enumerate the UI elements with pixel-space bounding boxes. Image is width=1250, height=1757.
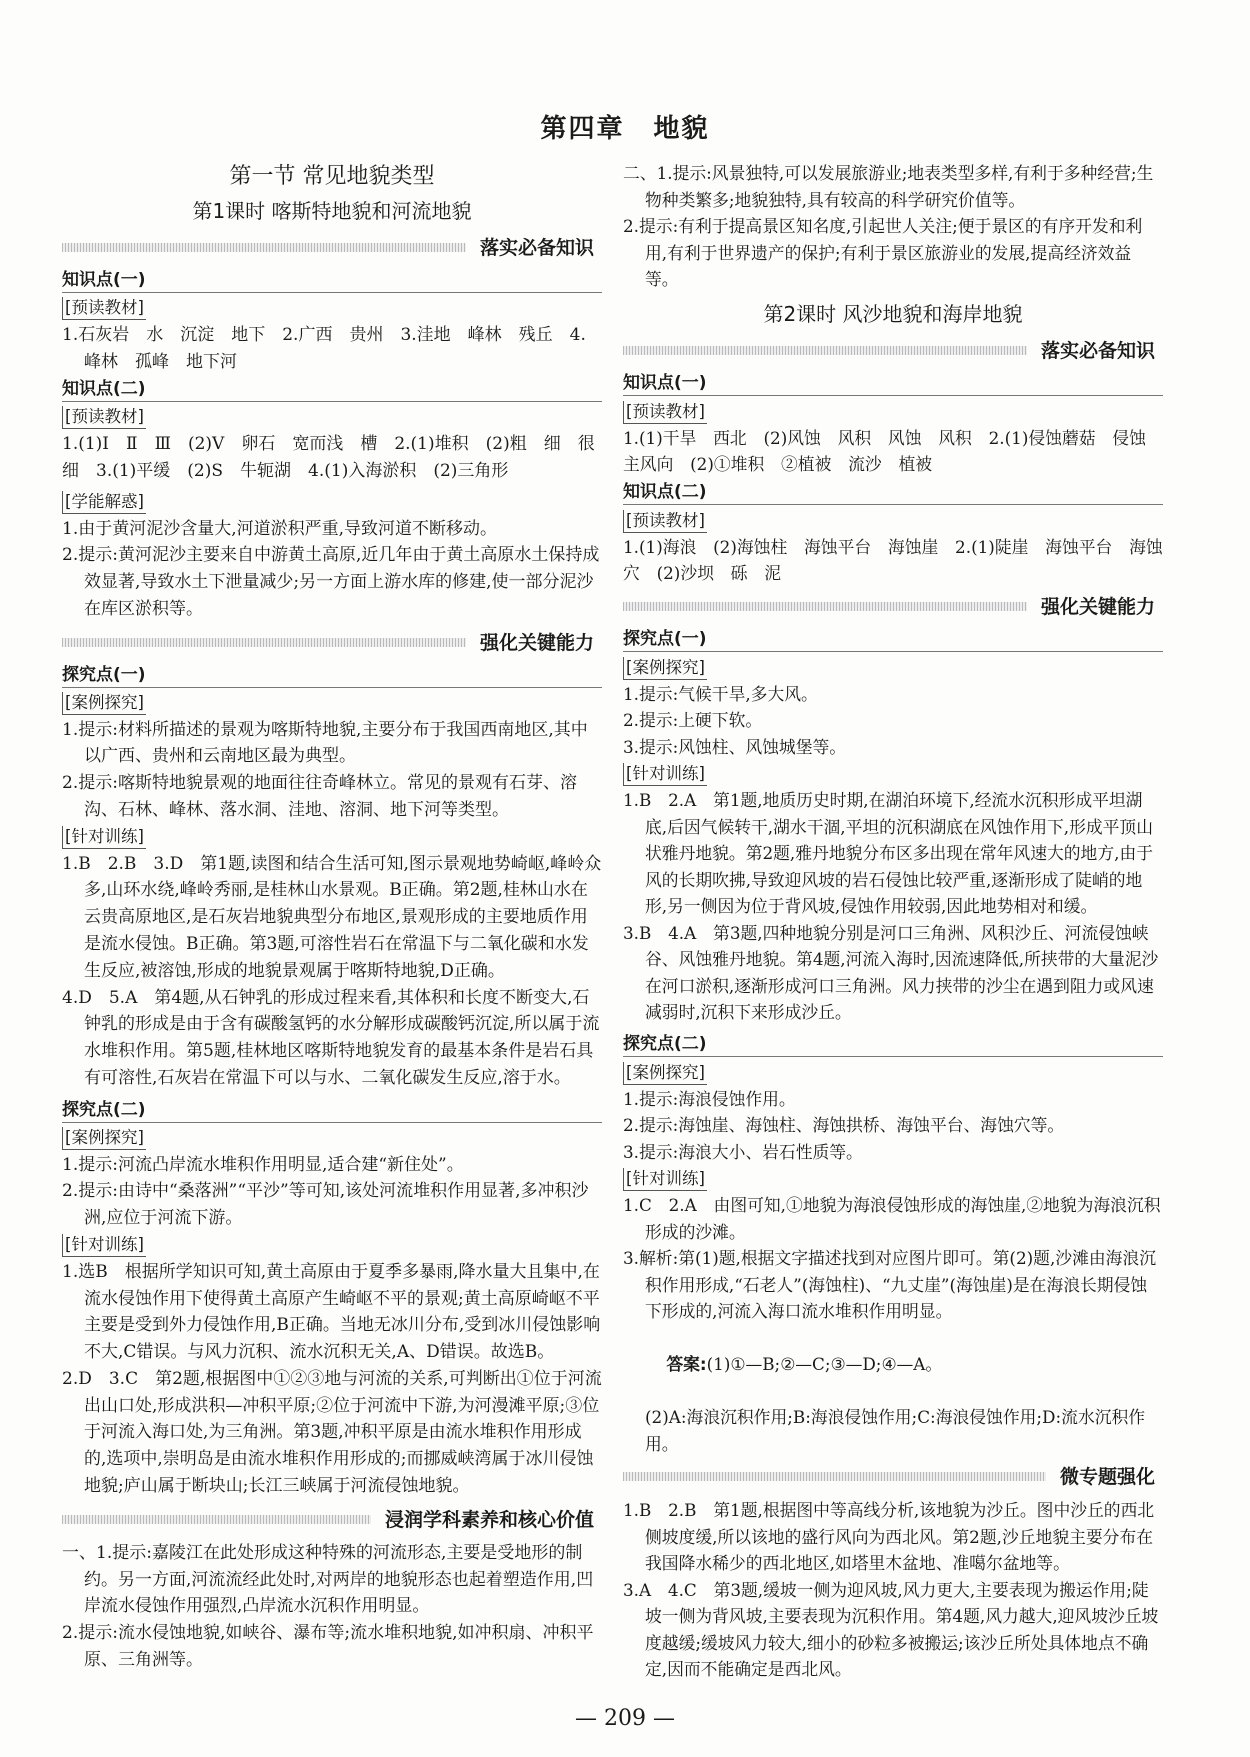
- knowledge-point-1: 知识点(一): [623, 371, 1163, 396]
- answer-label: 答案:: [666, 1354, 707, 1374]
- kp2-preread-answers: 1.(1)Ⅰ Ⅱ Ⅲ (2)V 卵石 宽而浅 槽 2.(1)堆积 (2)粗 细 很细 3.(1)平缓 (2)S 牛轭湖 4.(1)入海淤积 (2)三角形: [62, 434, 595, 481]
- section-title: 第一节 常见地貌类型: [229, 164, 435, 189]
- case-item: 2.提示:上硬下软。: [623, 710, 763, 730]
- band-key-ability: [62, 629, 602, 659]
- case-item: 3.提示:风蚀柱、风蚀城堡等。: [623, 736, 847, 757]
- explore-point-2: 探究点(二): [62, 1098, 602, 1123]
- case-tag: [ 案例探究 ]: [623, 657, 707, 680]
- case-item: 1.提示:海浪侵蚀作用。: [623, 1088, 796, 1109]
- chapter-title: 第四章 地貌: [540, 114, 710, 144]
- literacy-item: 2.提示:有利于提高景区知名度,引起世人关注;便于景区的有序开发和利用,有利于世界遗产的保护;有利于景区旅游业的发展,提高经济效益等。: [623, 216, 1143, 289]
- band-label: 强化关键能力: [466, 629, 602, 657]
- case-item: 2.提示:由诗中“桑落洲”“平沙”等可知,该处河流堆积作用显著,多冲积沙洲,应位于河流下游。: [62, 1181, 589, 1229]
- literacy-item: 二、1.提示:风景独特,可以发展旅游业;地表类型多样,有利于多种经营;生物种类繁多;地貌独特,具有较高的科学研究价值等。: [623, 163, 1154, 210]
- preread-tag: [ 预读教材 ]: [62, 297, 146, 320]
- case-item: 1.提示:气候干旱,多大风。: [623, 683, 818, 704]
- knowledge-point-1: 知识点(一): [62, 268, 602, 293]
- lesson1-title: 第1课时 喀斯特地貌和河流地貌: [192, 199, 472, 223]
- band-label: 落实必备知识: [1027, 337, 1163, 365]
- band-label: 强化关键能力: [1027, 593, 1163, 621]
- band-label: 浸润学科素养和核心价值: [371, 1506, 602, 1534]
- training-item: 4.D 5.A 第4题,从石钟乳的形成过程来看,其体积和长度不断变大,石钟乳的形成是由于含有碳酸氢钙的水分解形成碳酸钙沉淀,所以属于流水堆积作用。第5题,桂林地区喀斯特地貌发育的最基本条件是岩石具有可溶性,石灰岩在常温下可以与水、二氧化碳发生反应,溶于水。: [62, 987, 600, 1088]
- band-label: 落实必备知识: [466, 234, 602, 262]
- training-item: 1.B 2.B 3.D 第1题,读图和结合生活可知,图示景观地势崎岖,峰岭众多,山环水绕,峰岭秀丽,是桂林山水景观。B正确。第2题,桂林山水在云贵高原地区,是石灰岩地貌典型分布地区,景观形成的主要地质作用是流水侵蚀。B正确。第3题,可溶性岩石在常温下与二氧化碳和水发生反应,被溶蚀,形成的地貌景观属于喀斯特地貌,D正确。: [62, 853, 602, 981]
- band-literacy: [62, 1506, 602, 1536]
- band-micro: [623, 1463, 1163, 1493]
- case-item: 2.提示:喀斯特地貌景观的地面往往奇峰林立。常见的景观有石芽、溶沟、石林、峰林、落水洞、洼地、溶洞、地下河等类型。: [62, 773, 577, 820]
- training-item: 3.解析:第(1)题,根据文字描述找到对应图片即可。第(2)题,沙滩由海浪沉积作用形成,“石老人”(海蚀柱)、“九丈崖”(海蚀崖)是在海浪长期侵蚀下形成的,河流入海口流水堆积作用明显。: [623, 1248, 1156, 1321]
- case-tag: [ 案例探究 ]: [62, 692, 146, 715]
- training-tag: [ 针对训练 ]: [623, 1168, 707, 1191]
- case-item: 2.提示:海蚀崖、海蚀柱、海蚀拱桥、海蚀平台、海蚀穴等。: [623, 1115, 1065, 1135]
- preread-tag: [ 预读教材 ]: [623, 401, 707, 424]
- micro-item: 3.A 4.C 第3题,缓坡一侧为迎风坡,风力更大,主要表现为搬运作用;陡坡一侧为背风坡,主要表现为沉积作用。第4题,风力越大,迎风坡沙丘坡度越缓;缓坡风力较大,细小的砂粒多被搬运;该沙丘所处具体地点不确定,因而不能确定是西北风。: [623, 1579, 1159, 1679]
- solve-item: 2.提示:黄河泥沙主要来自中游黄土高原,近几年由于黄土高原水土保持成效显著,导致水土下泄量减少;另一方面上游水库的修建,使一部分泥沙在库区淤积等。: [62, 545, 600, 619]
- explore-point-1: 探究点(一): [62, 663, 602, 688]
- kp1-preread-answers: 1.石灰岩 水 沉淀 地下 2.广西 贵州 3.洼地 峰林 残丘 4.峰林 孤峰 地下河: [62, 324, 586, 372]
- band-essentials: [623, 337, 1163, 367]
- training-tag: [ 针对训练 ]: [623, 763, 707, 786]
- preread-tag: [ 预读教材 ]: [62, 406, 146, 429]
- micro-item: 1.B 2.B 第1题,根据图中等高线分析,该地貌为沙丘。图中沙丘的西北侧坡度缓,所以该地的盛行风向为西北风。第2题,沙丘地貌主要分布在我国降水稀少的西北地区,如塔里木盆地、准噶尔盆地等。: [623, 1500, 1155, 1573]
- answer-block: [623, 1325, 1163, 1405]
- case-tag: [ 案例探究 ]: [623, 1062, 707, 1085]
- right-column: [623, 160, 1163, 1683]
- explore-point-1: 探究点(一): [623, 627, 1163, 652]
- preread-tag: [ 预读教材 ]: [623, 510, 707, 533]
- training-item: 1.B 2.A 第1题,地质历史时期,在湖泊环境下,经流水沉积形成平坦湖底,后因气候转干,湖水干涸,平坦的沉积湖底在风蚀作用下,形成平顶山状雅丹地貌。第2题,雅丹地貌分布区多出现在常年风速大的地方,由于风的长期吹拂,导致迎风坡的岩石侵蚀比较严重,逐渐形成了陡峭的地形,另一侧因为位于背风坡,侵蚀作用较弱,因此地势相对和缓。: [623, 790, 1154, 916]
- band-essentials: [62, 234, 602, 264]
- training-tag: [ 针对训练 ]: [62, 1234, 146, 1257]
- case-item: 3.提示:海浪大小、岩石性质等。: [623, 1141, 863, 1162]
- page-number: — 209 —: [575, 1706, 675, 1731]
- case-tag: [ 案例探究 ]: [62, 1127, 146, 1150]
- case-item: 1.提示:材料所描述的景观为喀斯特地貌,主要分布于我国西南地区,其中以广西、贵州和云南地区最为典型。: [62, 719, 588, 767]
- training-item: 3.B 4.A 第3题,四种地貌分别是河口三角洲、风积沙丘、河流侵蚀峡谷、风蚀雅丹地貌。第4题,河流入海时,因流速降低,所挟带的大量泥沙在河口淤积,逐渐形成河口三角洲。风力挟带的沙尘在遇到阻力或风速减弱时,沉积下来形成沙丘。: [623, 922, 1159, 1022]
- band-key-ability: [623, 593, 1163, 623]
- band-label: 微专题强化: [1046, 1463, 1163, 1491]
- training-item: 1.C 2.A 由图可知,①地貌为海浪侵蚀形成的海蚀崖,②地貌为海浪沉积形成的沙滩。: [623, 1195, 1161, 1242]
- solve-tag: [ 学能解惑 ]: [62, 491, 146, 514]
- left-column: [62, 160, 602, 1674]
- training-item: 2.D 3.C 第2题,根据图中①②③地与河流的关系,可判断出①位于河流出山口处,形成洪积—冲积平原;②位于河流中下游,为河漫滩平原;③位于河流入海口处,为三角洲。第3题,冲积平原是由流水堆积作用形成的,选项中,崇明岛是由流水堆积作用形成的;而挪威峡湾属于冰川侵蚀地貌;庐山属于断块山;长江三峡属于河流侵蚀地貌。: [62, 1368, 602, 1497]
- literacy-item: 2.提示:流水侵蚀地貌,如峡谷、瀑布等;流水堆积地貌,如冲积扇、冲积平原、三角洲等。: [62, 1623, 594, 1671]
- answer-line: (2)A:海浪沉积作用;B:海浪侵蚀作用;C:海浪侵蚀作用;D:流水沉积作用。: [645, 1407, 1146, 1454]
- solve-item: 1.由于黄河泥沙含量大,河道淤积严重,导致河道不断移动。: [62, 518, 498, 539]
- knowledge-point-2: 知识点(二): [623, 480, 1163, 505]
- explore-point-2: 探究点(二): [623, 1032, 1163, 1057]
- training-item: 1.选B 根据所学知识可知,黄土高原由于夏季多暴雨,降水量大且集中,在流水侵蚀作用下使得黄土高原产生崎岖不平的景观;黄土高原崎岖不平主要是受到外力侵蚀作用,B正确。当地无冰川分布,受到冰川侵蚀影响不大,C错误。与风力沉积、流水沉积无关,A、D错误。故选B。: [62, 1261, 601, 1363]
- kp2-preread-answers: 1.(1)海浪 (2)海蚀柱 海蚀平台 海蚀崖 2.(1)陡崖 海蚀平台 海蚀穴 (2)沙坝 砾 泥: [623, 536, 1163, 583]
- case-item: 1.提示:河流凸岸流水堆积作用明显,适合建“新住处”。: [62, 1154, 464, 1175]
- literacy-item: 一、1.提示:嘉陵江在此处形成这种特殊的河流形态,主要是受地形的制约。另一方面,河流流经此处时,对两岸的地貌形态也起着塑造作用,凹岸流水侵蚀作用强烈,凸岸流水沉积作用明显。: [62, 1542, 594, 1617]
- knowledge-point-2: 知识点(二): [62, 377, 602, 402]
- training-tag: [ 针对训练 ]: [62, 826, 146, 849]
- answer-line: (1)①—B;②—C;③—D;④—A。: [706, 1354, 943, 1374]
- lesson2-title: 第2课时 风沙地貌和海岸地貌: [763, 301, 1023, 326]
- kp1-preread-answers: 1.(1)干旱 西北 (2)风蚀 风积 风蚀 风积 2.(1)侵蚀蘑菇 侵蚀 主风向 (2)①堆积 ②植被 流沙 植被: [623, 427, 1163, 474]
